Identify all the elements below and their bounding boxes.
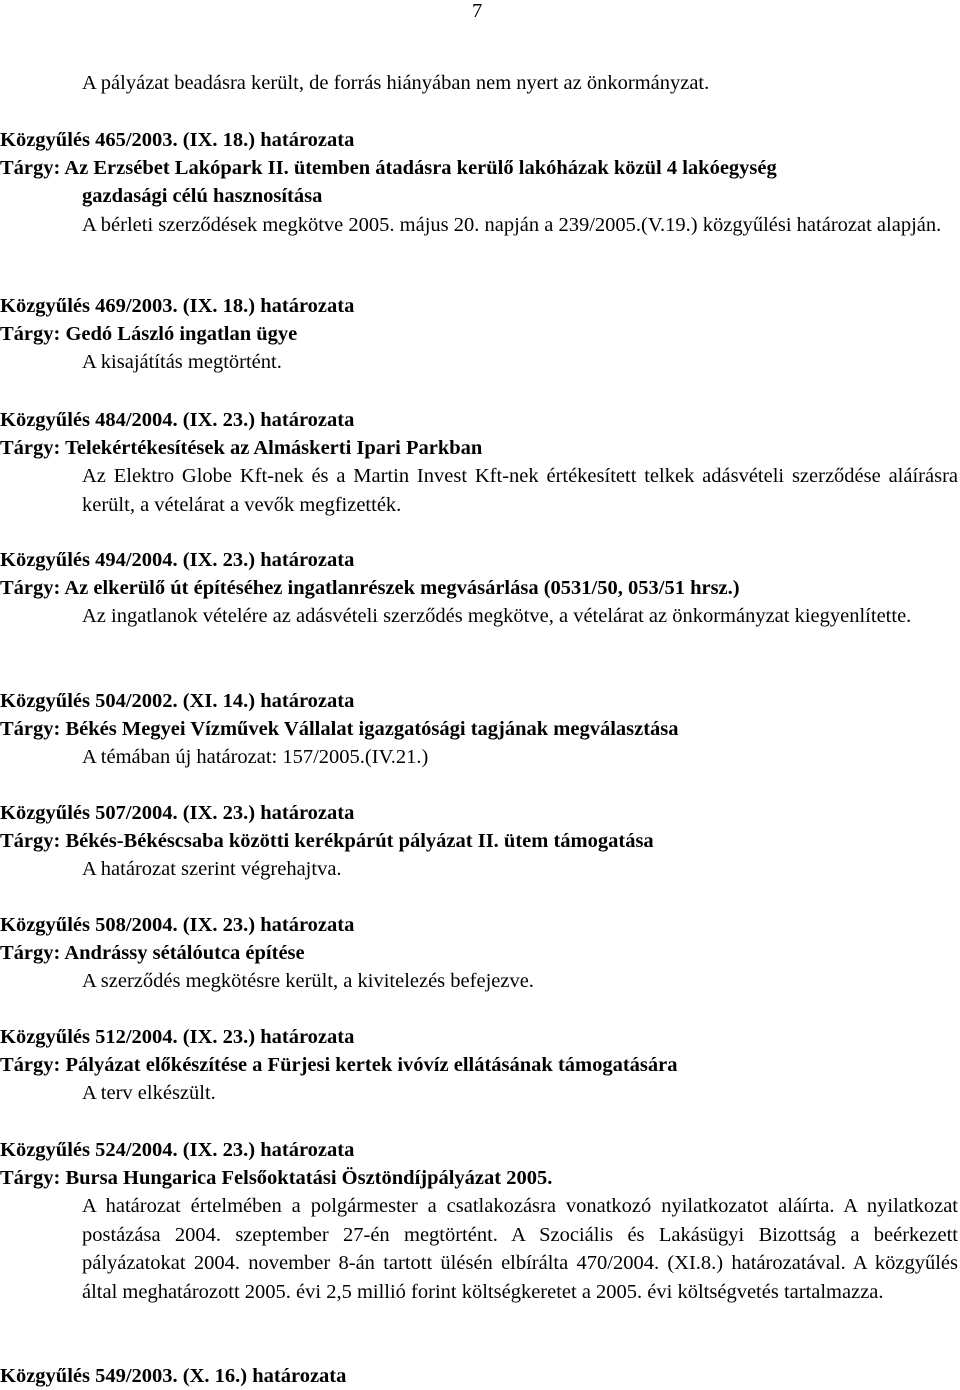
resolution-entry bbox=[0, 1023, 958, 1108]
resolution-body: A témában új határozat: 157/2005.(IV.21.) bbox=[82, 746, 429, 768]
resolution-body: Az Elektro Globe Kft-nek és a Martin Invest Kft-nek értékesített telkek adásvételi szerződése aláírásra került, a vételárat a vevők megfizették. bbox=[82, 465, 958, 516]
resolution-subject: Tárgy: Békés Megyei Vízművek Vállalat igazgatósági tagjának megválasztása bbox=[0, 718, 679, 740]
resolution-subject: Tárgy: Az elkerülő út építéséhez ingatlanrészek megvásárlása (0531/50, 053/51 hrsz.) bbox=[0, 577, 740, 599]
resolution-subject: Tárgy: Bursa Hungarica Felsőoktatási Ösztöndíjpályázat 2005. bbox=[0, 1167, 553, 1189]
resolution-body: A bérleti szerződések megkötve 2005. május 20. napján a 239/2005.(V.19.) közgyűlési határozat alapján. bbox=[82, 214, 942, 236]
resolution-heading: Közgyűlés 465/2003. (IX. 18.) határozata bbox=[0, 129, 355, 151]
resolution-body: A szerződés megkötésre került, a kivitelezés befejezve. bbox=[82, 970, 534, 992]
resolution-entry bbox=[0, 1362, 958, 1390]
resolution-heading: Közgyűlés 507/2004. (IX. 23.) határozata bbox=[0, 802, 355, 824]
resolution-heading: Közgyűlés 484/2004. (IX. 23.) határozata bbox=[0, 409, 355, 431]
resolution-entry bbox=[0, 911, 958, 996]
resolution-heading: Közgyűlés 508/2004. (IX. 23.) határozata bbox=[0, 914, 355, 936]
resolution-body: A terv elkészült. bbox=[82, 1082, 216, 1104]
resolution-entry bbox=[0, 799, 958, 884]
resolution-subject: Tárgy: Andrássy sétálóutca építése bbox=[0, 942, 305, 964]
resolution-heading: Közgyűlés 494/2004. (IX. 23.) határozata bbox=[0, 549, 355, 571]
resolution-entry bbox=[0, 292, 958, 377]
resolution-heading: Közgyűlés 504/2002. (XI. 14.) határozata bbox=[0, 690, 355, 712]
resolution-subject: Tárgy: Gedó László ingatlan ügye bbox=[0, 323, 298, 345]
resolution-entry bbox=[0, 546, 958, 631]
resolution-body: Az ingatlanok vételére az adásvételi szerződés megkötve, a vételárat az önkormányzat kiegyenlítette. bbox=[82, 605, 912, 627]
resolution-subject: Tárgy: Az Erzsébet Lakópark II. ütemben átadásra kerülő lakóházak közül 4 lakóegység bbox=[0, 157, 777, 179]
resolution-entry bbox=[0, 406, 958, 519]
resolution-subject: Tárgy: Békés-Békéscsaba közötti kerékpárút pályázat II. ütem támogatása bbox=[0, 830, 654, 852]
resolution-heading: Közgyűlés 512/2004. (IX. 23.) határozata bbox=[0, 1026, 355, 1048]
page-number: 7 bbox=[472, 0, 483, 22]
resolution-subject: Tárgy: Pályázat előkészítése a Fürjesi kertek ivóvíz ellátásának támogatására bbox=[0, 1054, 678, 1076]
resolution-subject: Tárgy: Telekértékesítések az Almáskerti Ipari Parkban bbox=[0, 437, 483, 459]
resolution-heading: Közgyűlés 549/2003. (X. 16.) határozata bbox=[0, 1365, 347, 1387]
resolution-entry bbox=[0, 687, 958, 772]
resolution-entry bbox=[0, 126, 958, 241]
resolution-subject-continuation: gazdasági célú hasznosítása bbox=[82, 185, 323, 207]
resolution-heading: Közgyűlés 469/2003. (IX. 18.) határozata bbox=[0, 295, 355, 317]
intro-paragraph: A pályázat beadásra került, de forrás hiányában nem nyert az önkormányzat. bbox=[82, 72, 710, 94]
resolution-body: A határozat értelmében a polgármester a csatlakozásra vonatkozó nyilatkozatot aláírta. A nyilatkozat postázása 2004. szeptember 27-én megtörtént. A Szociális és Lakásügyi Bizottság a beérkezett pályázatokat 2004. november 8-án tartott ülésén elbírálta 470/2004. (XI.8.) határozatával. A közgyűlés által meghatározott 2005. évi 2,5 millió forint költségkeretet a 2005. évi költségvetés tartalmazza. bbox=[82, 1195, 958, 1303]
resolution-body: A határozat szerint végrehajtva. bbox=[82, 858, 342, 880]
resolution-body: A kisajátítás megtörtént. bbox=[82, 351, 282, 373]
resolution-heading: Közgyűlés 524/2004. (IX. 23.) határozata bbox=[0, 1139, 355, 1161]
resolution-entry bbox=[0, 1136, 958, 1306]
